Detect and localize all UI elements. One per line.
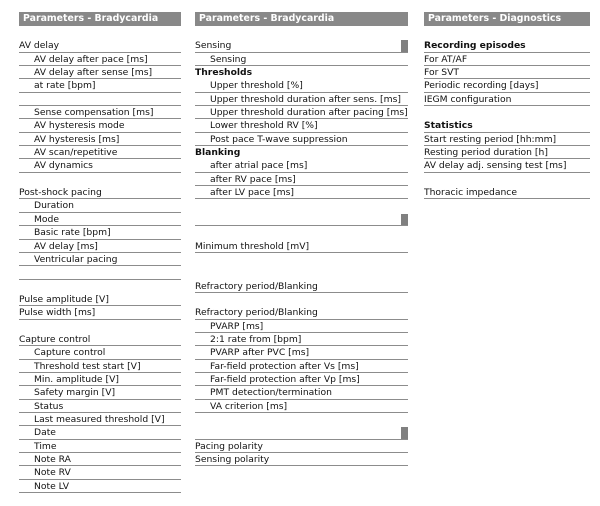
parameter-row bbox=[19, 466, 181, 479]
spacer-row bbox=[195, 413, 408, 426]
parameter-row bbox=[19, 440, 181, 453]
parameter-row bbox=[195, 373, 408, 386]
parameter-row bbox=[195, 173, 408, 186]
parameter-row bbox=[195, 240, 408, 253]
parameter-label: Pacing polarity bbox=[195, 440, 263, 452]
parameter-row bbox=[19, 400, 181, 413]
parameter-label: Post pace T-wave suppression bbox=[210, 133, 348, 145]
parameter-row bbox=[195, 119, 408, 132]
parameter-label: Upper threshold duration after sens. [ms] bbox=[210, 93, 401, 105]
parameter-label: Start resting period [hh:mm] bbox=[424, 133, 557, 145]
spacer-row bbox=[195, 293, 408, 306]
parameter-row bbox=[195, 159, 408, 172]
parameter-label: AV delay adj. sensing test [ms] bbox=[424, 160, 567, 172]
section-heading bbox=[195, 66, 408, 79]
parameter-label: AV hysteresis mode bbox=[34, 120, 125, 132]
section-marker-icon bbox=[401, 427, 408, 439]
spacer-row bbox=[195, 266, 408, 279]
parameter-row bbox=[19, 293, 181, 306]
diagnostics-parameters-column bbox=[424, 12, 590, 199]
spacer-row bbox=[19, 320, 181, 333]
spacer-row bbox=[424, 26, 590, 39]
parameter-label: Threshold test start [V] bbox=[34, 360, 141, 372]
parameter-label: at rate [bpm] bbox=[34, 80, 96, 92]
parameter-label: Ventricular pacing bbox=[34, 253, 118, 265]
parameter-row bbox=[424, 146, 590, 159]
parameter-row bbox=[195, 453, 408, 466]
parameter-label: Refractory period/Blanking bbox=[195, 280, 318, 292]
parameter-label: Upper threshold duration after pacing [ms] bbox=[210, 107, 408, 119]
parameter-label: Sensing bbox=[195, 40, 232, 52]
section-heading bbox=[424, 39, 590, 52]
parameter-row bbox=[19, 373, 181, 386]
parameter-row bbox=[195, 360, 408, 373]
parameter-label: Thoracic impedance bbox=[424, 187, 518, 199]
parameter-row bbox=[424, 53, 590, 66]
parameter-row bbox=[424, 79, 590, 92]
column-header: Parameters - Diagnostics bbox=[424, 12, 590, 26]
bradycardia-parameters-column-2 bbox=[195, 12, 408, 466]
parameter-row bbox=[195, 106, 408, 119]
spacer-row bbox=[19, 93, 181, 106]
parameter-label: IEGM configuration bbox=[424, 93, 512, 105]
spacer-row bbox=[19, 26, 181, 39]
parameter-row bbox=[424, 186, 590, 199]
parameter-row bbox=[19, 159, 181, 172]
parameter-row bbox=[424, 66, 590, 79]
parameter-row bbox=[195, 333, 408, 346]
parameter-row bbox=[195, 346, 408, 359]
parameter-row bbox=[195, 320, 408, 333]
parameter-label: Mode bbox=[34, 213, 60, 225]
spacer-row bbox=[424, 173, 590, 186]
spacer-row bbox=[19, 266, 181, 279]
parameter-label: AV scan/repetitive bbox=[34, 147, 118, 159]
parameter-row bbox=[19, 186, 181, 199]
parameter-row bbox=[19, 119, 181, 132]
parameter-label: Periodic recording [days] bbox=[424, 80, 539, 92]
parameter-label: Refractory period/Blanking bbox=[195, 307, 318, 319]
parameter-row bbox=[195, 306, 408, 319]
parameter-list bbox=[424, 26, 590, 199]
parameter-label: AV hysteresis [ms] bbox=[34, 133, 120, 145]
parameter-row bbox=[19, 106, 181, 119]
parameter-row bbox=[19, 253, 181, 266]
spacer-row bbox=[195, 213, 408, 226]
parameter-label: Safety margin [V] bbox=[34, 387, 116, 399]
parameter-label: Lower threshold RV [%] bbox=[210, 120, 318, 132]
spacer-row bbox=[19, 173, 181, 186]
parameter-label: Capture control bbox=[34, 347, 106, 359]
parameter-label: VA criterion [ms] bbox=[210, 400, 288, 412]
parameter-label: Time bbox=[34, 440, 57, 452]
parameter-row bbox=[19, 480, 181, 493]
parameter-row bbox=[195, 79, 408, 92]
parameter-label: Note RV bbox=[34, 467, 71, 479]
parameter-label: after RV pace [ms] bbox=[210, 173, 296, 185]
parameter-label: Duration bbox=[34, 200, 74, 212]
parameter-label: Far-field protection after Vp [ms] bbox=[210, 373, 360, 385]
parameter-row bbox=[19, 53, 181, 66]
parameter-label: Capture control bbox=[19, 333, 91, 345]
parameter-row bbox=[195, 386, 408, 399]
section-marker-icon bbox=[401, 214, 408, 226]
parameter-row bbox=[195, 53, 408, 66]
parameter-row bbox=[424, 93, 590, 106]
parameter-label: 2:1 rate from [bpm] bbox=[210, 333, 302, 345]
parameter-row bbox=[19, 333, 181, 346]
section-heading bbox=[424, 119, 590, 132]
parameter-label: after LV pace [ms] bbox=[210, 187, 294, 199]
parameter-label: Sensing polarity bbox=[195, 454, 270, 465]
parameter-row bbox=[19, 426, 181, 439]
parameter-label: Far-field protection after Vs [ms] bbox=[210, 360, 359, 372]
parameter-row bbox=[19, 213, 181, 226]
parameter-row bbox=[195, 186, 408, 199]
parameter-row bbox=[19, 413, 181, 426]
parameter-row bbox=[195, 440, 408, 453]
parameter-row bbox=[195, 400, 408, 413]
parameter-label: after atrial pace [ms] bbox=[210, 160, 308, 172]
spacer-row bbox=[195, 26, 408, 39]
parameter-row bbox=[19, 346, 181, 359]
parameter-label: Sense compensation [ms] bbox=[34, 107, 154, 119]
parameter-label: Status bbox=[34, 400, 64, 412]
spacer-row bbox=[195, 226, 408, 239]
parameter-label: Minimum threshold [mV] bbox=[195, 240, 310, 252]
parameter-label: Note RA bbox=[34, 454, 71, 465]
parameter-label: PMT detection/termination bbox=[210, 387, 332, 399]
parameter-list bbox=[195, 26, 408, 466]
parameter-row bbox=[19, 66, 181, 79]
parameter-label: Sensing bbox=[210, 53, 247, 65]
parameter-row bbox=[19, 133, 181, 146]
parameter-label: AV delay after pace [ms] bbox=[34, 53, 148, 65]
parameter-label: Min. amplitude [V] bbox=[34, 373, 119, 385]
section-heading bbox=[195, 146, 408, 159]
parameter-label: Basic rate [bpm] bbox=[34, 227, 111, 239]
section-marker-icon bbox=[401, 40, 408, 52]
parameter-label: Blanking bbox=[195, 147, 241, 159]
parameter-row bbox=[195, 280, 408, 293]
parameter-label: Date bbox=[34, 427, 56, 439]
parameter-label: AV dynamics bbox=[34, 160, 93, 172]
parameter-row bbox=[19, 146, 181, 159]
parameter-row bbox=[19, 360, 181, 373]
parameter-row bbox=[19, 240, 181, 253]
parameter-label: Resting period duration [h] bbox=[424, 147, 548, 159]
parameter-row bbox=[19, 386, 181, 399]
parameter-row bbox=[19, 453, 181, 466]
parameter-row bbox=[19, 79, 181, 92]
spacer-row bbox=[195, 199, 408, 212]
parameter-row bbox=[424, 133, 590, 146]
parameter-label: Last measured threshold [V] bbox=[34, 413, 165, 425]
parameter-label: Thresholds bbox=[195, 67, 253, 79]
parameter-label: Upper threshold [%] bbox=[210, 80, 303, 92]
parameter-label: PVARP after PVC [ms] bbox=[210, 347, 310, 359]
parameter-label: AV delay bbox=[19, 40, 60, 52]
parameter-label: Statistics bbox=[424, 120, 473, 132]
spacer-row bbox=[424, 106, 590, 119]
column-header: Parameters - Bradycardia bbox=[19, 12, 181, 26]
parameter-label: For AT/AF bbox=[424, 53, 468, 65]
parameter-row bbox=[19, 226, 181, 239]
parameter-row bbox=[19, 199, 181, 212]
parameter-row bbox=[19, 306, 181, 319]
parameter-label: AV delay after sense [ms] bbox=[34, 67, 153, 79]
parameter-label: Post-shock pacing bbox=[19, 187, 102, 199]
parameter-label: AV delay [ms] bbox=[34, 240, 98, 252]
parameter-row bbox=[195, 93, 408, 106]
column-header: Parameters - Bradycardia bbox=[195, 12, 408, 26]
parameter-label: PVARP [ms] bbox=[210, 320, 264, 332]
spacer-row bbox=[195, 426, 408, 439]
parameter-row bbox=[19, 39, 181, 52]
spacer-row bbox=[19, 280, 181, 293]
parameter-row bbox=[195, 133, 408, 146]
parameter-list bbox=[19, 26, 181, 493]
parameter-label: Recording episodes bbox=[424, 40, 526, 52]
parameter-label: Pulse width [ms] bbox=[19, 307, 96, 319]
parameter-label: Pulse amplitude [V] bbox=[19, 293, 109, 305]
spacer-row bbox=[195, 253, 408, 266]
parameter-row bbox=[195, 39, 408, 52]
parameter-label: Note LV bbox=[34, 480, 70, 492]
parameter-row bbox=[424, 159, 590, 172]
bradycardia-parameters-column-1 bbox=[19, 12, 181, 493]
parameter-label: For SVT bbox=[424, 67, 460, 79]
